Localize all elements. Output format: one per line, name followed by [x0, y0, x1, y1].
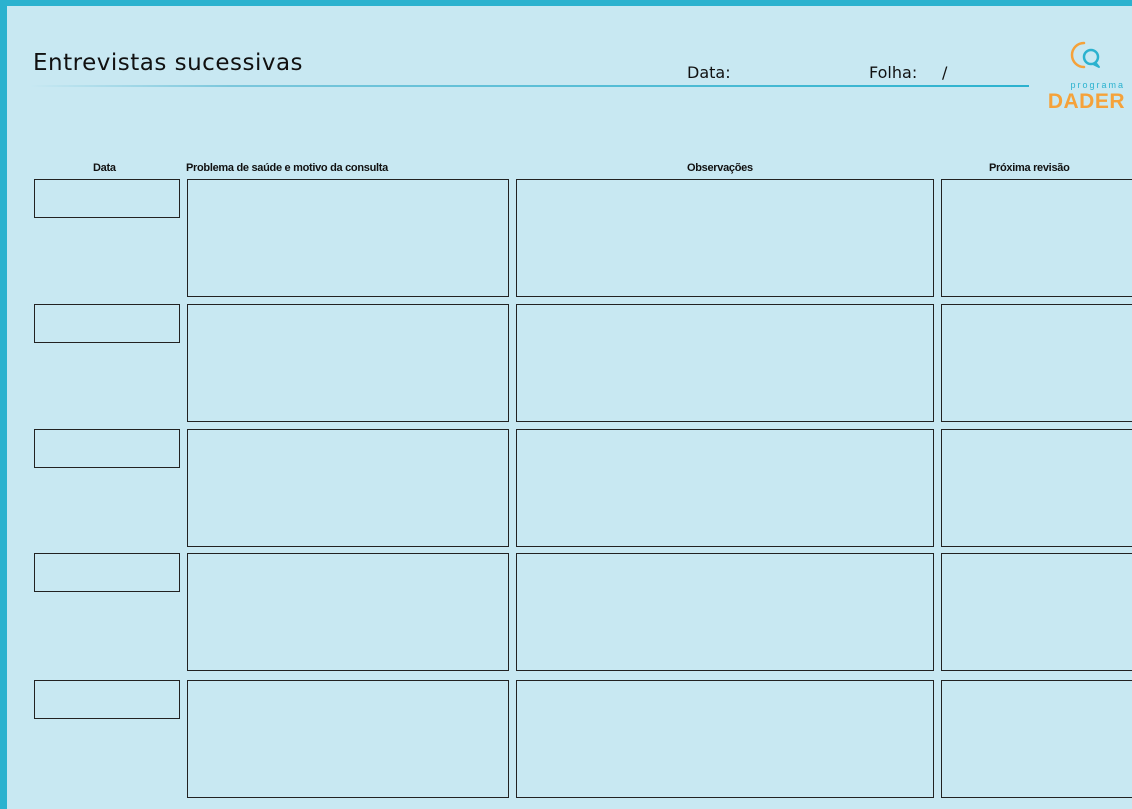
logo-brand-text: DADER [1047, 90, 1125, 113]
observations-entry-field[interactable] [516, 553, 934, 671]
next-review-entry-field[interactable] [941, 553, 1132, 671]
problem-entry-field[interactable] [187, 304, 509, 422]
problem-entry-field[interactable] [187, 680, 509, 798]
next-review-entry-field[interactable] [941, 680, 1132, 798]
date-entry-field[interactable] [34, 680, 180, 719]
observations-entry-field[interactable] [516, 680, 934, 798]
date-entry-field[interactable] [34, 553, 180, 592]
date-entry-field[interactable] [34, 304, 180, 343]
column-header-next-review: Próxima revisão [989, 162, 1070, 174]
observations-entry-field[interactable] [516, 304, 934, 422]
sheet-separator: / [942, 63, 948, 82]
column-header-observations: Observações [687, 162, 753, 174]
title-divider [29, 85, 1029, 87]
observations-entry-field[interactable] [516, 179, 934, 297]
date-entry-field[interactable] [34, 179, 180, 218]
column-header-problem: Problema de saúde e motivo da consulta [186, 162, 388, 174]
observations-entry-field[interactable] [516, 429, 934, 547]
column-header-date: Data [93, 162, 116, 174]
next-review-entry-field[interactable] [941, 304, 1132, 422]
speech-bubbles-icon [1067, 40, 1107, 76]
next-review-entry-field[interactable] [941, 429, 1132, 547]
logo-program-text: programa [1070, 80, 1125, 90]
logo [1045, 40, 1125, 120]
problem-entry-field[interactable] [187, 553, 509, 671]
problem-entry-field[interactable] [187, 429, 509, 547]
next-review-entry-field[interactable] [941, 179, 1132, 297]
sheet-label: Folha: [869, 63, 918, 82]
date-entry-field[interactable] [34, 429, 180, 468]
date-label: Data: [687, 63, 731, 82]
problem-entry-field[interactable] [187, 179, 509, 297]
page-title: Entrevistas sucessivas [33, 50, 304, 76]
